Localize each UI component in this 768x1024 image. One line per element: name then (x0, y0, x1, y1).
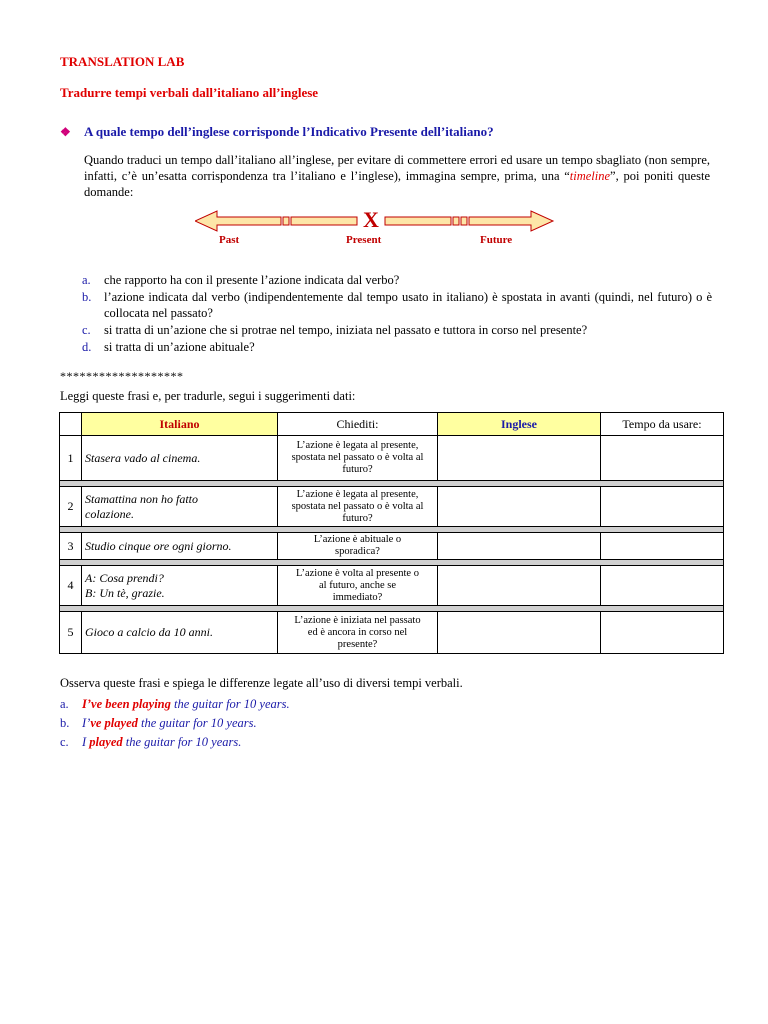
chiediti-line: al futuro, anche se (319, 579, 396, 591)
chiediti-line: spostata nel passato o è volta al (291, 500, 424, 512)
tempo-answer-cell[interactable] (601, 487, 724, 527)
tempo-answer-cell[interactable] (601, 533, 724, 560)
table-header-italiano: Italiano (82, 413, 278, 436)
chiediti-line: futuro? (342, 512, 373, 524)
list-letter: b. (82, 290, 92, 304)
page-subtitle: Tradurre tempi verbali dall’italiano all’inglese (60, 85, 319, 100)
italian-cell (82, 612, 278, 654)
table-header-chiediti: Chiediti: (278, 413, 438, 436)
chiediti-cell (278, 487, 438, 527)
timeline-present-marker-icon: X (363, 207, 379, 232)
italian-cell (82, 436, 278, 481)
timeline-diagram (195, 207, 555, 255)
chiediti-cell (278, 533, 438, 560)
timeline-label-past: Past (219, 234, 240, 246)
chiediti-cell (278, 612, 438, 654)
chiediti-line: L’azione è iniziata nel passato (294, 614, 421, 626)
italian-cell (82, 487, 278, 527)
list-item (80, 289, 712, 321)
chiediti-line: futuro? (342, 464, 373, 475)
list-text: si tratta di un’azione abituale? (104, 340, 255, 354)
example-letter: b. (60, 716, 70, 730)
question-text: A quale tempo dell’inglese corrisponde l’Indicativo Presente dell’italiano? (84, 124, 494, 139)
chiediti-line: L’azione è abituale o (313, 534, 402, 545)
example-rest: the guitar for 10 years. (137, 716, 257, 730)
list-item (80, 322, 712, 338)
example-verb: I’ve been playing (82, 697, 171, 711)
section-question (60, 124, 494, 140)
chiediti-line: sporadica? (335, 546, 380, 557)
row-number: 3 (60, 533, 82, 560)
row-number: 5 (60, 612, 82, 654)
italian-text: Studio cinque ore ogni giorno. (85, 538, 232, 553)
example-verb: played (89, 735, 123, 749)
list-text: l’azione indicata dal verbo (indipendentemente dal tempo usato in italiano) è spostata in avanti (quindi, nel futuro) o è collocata nel passato? (104, 290, 712, 320)
intro-text-1: Quando traduci un tempo dall’italiano all’inglese, per evitare di commettere errori ed usare un tempo sbagliato (non sempre, infatti, c’è un’esatta corrispondenza tra l’italiano e l’inglese), immagina sempre, prima, una “ (84, 153, 710, 183)
diamond-bullet-icon: ❖ (60, 125, 71, 139)
italian-cell (82, 566, 278, 606)
timeline-right-arrow-icon (469, 211, 553, 231)
chiediti-line: spostata nel passato o è volta al (291, 452, 424, 463)
chiediti-line: L’azione è legata al presente, (296, 488, 419, 500)
list-letter: d. (82, 340, 92, 354)
list-text: si tratta di un’azione che si protrae nel tempo, iniziata nel passato e tuttora in corso nel presente? (104, 323, 588, 337)
inglese-answer-cell[interactable] (438, 436, 601, 481)
row-number: 4 (60, 566, 82, 606)
example-verb: ve played (90, 716, 138, 730)
list-letter: c. (82, 323, 91, 337)
inglese-answer-cell[interactable] (438, 487, 601, 527)
table-header-num (60, 413, 82, 436)
example-sentence-b (60, 716, 257, 731)
example-letter: a. (60, 697, 69, 711)
chiediti-line: L’azione è volta al presente o (296, 567, 419, 579)
instructions-text: Leggi queste frasi e, per tradurle, segui i suggerimenti dati: (60, 389, 356, 403)
example-pre: I’ (82, 716, 91, 730)
table-row (60, 436, 724, 481)
italian-text: Stasera vado al cinema. (85, 450, 201, 465)
chiediti-line: ed è ancora in corso nel (307, 626, 408, 638)
table-header-inglese: Inglese (438, 413, 601, 436)
table-row (60, 612, 724, 654)
row-number: 1 (60, 436, 82, 481)
list-item (80, 339, 712, 355)
row-number: 2 (60, 487, 82, 527)
observe-instructions: Osserva queste frasi e spiega le differenze legate all’uso di diversi tempi verbali. (60, 676, 463, 690)
intro-timeline-word: timeline (569, 169, 611, 183)
chiediti-cell (278, 436, 438, 481)
intro-paragraph (84, 152, 710, 200)
example-rest: the guitar for 10 years. (170, 697, 290, 711)
chiediti-line: L’azione è legata al presente, (296, 440, 419, 451)
chiediti-line: presente? (337, 638, 378, 650)
table-header-row (60, 413, 724, 436)
chiediti-line: immediato? (332, 591, 383, 603)
inglese-answer-cell[interactable] (438, 533, 601, 560)
list-text: che rapporto ha con il presente l’azione indicata dal verbo? (104, 273, 400, 287)
question-list (80, 272, 712, 356)
timeline-label-future: Future (480, 234, 513, 246)
italian-text: B: Un tè, grazie. (85, 585, 165, 600)
inglese-answer-cell[interactable] (438, 612, 601, 654)
table-row (60, 566, 724, 606)
italian-cell (82, 533, 278, 560)
table-row (60, 487, 724, 527)
italian-text: A: Cosa prendi? (85, 570, 164, 585)
example-rest: the guitar for 10 years. (122, 735, 242, 749)
example-pre: I (82, 735, 90, 749)
inglese-answer-cell[interactable] (438, 566, 601, 606)
timeline-label-present: Present (346, 234, 382, 246)
italian-text: colazione. (85, 506, 134, 521)
italian-text: Stamattina non ho fatto (85, 491, 199, 506)
timeline-left-arrow-icon (195, 211, 281, 231)
italian-text: Gioco a calcio da 10 anni. (85, 625, 213, 639)
page-title: TRANSLATION LAB (60, 54, 185, 69)
tempo-answer-cell[interactable] (601, 436, 724, 481)
chiediti-cell (278, 566, 438, 606)
translation-table (59, 412, 724, 654)
list-letter: a. (82, 273, 91, 287)
tempo-answer-cell[interactable] (601, 566, 724, 606)
example-sentence-c (60, 735, 241, 750)
tempo-answer-cell[interactable] (601, 612, 724, 654)
stars-divider: ******************* (60, 369, 184, 383)
example-sentence-a (60, 697, 290, 712)
table-row (60, 533, 724, 560)
table-header-tempo: Tempo da usare: (601, 413, 724, 436)
intro-text-2: ”, poi poniti queste domande: (84, 169, 710, 199)
list-item (80, 272, 712, 288)
example-letter: c. (60, 735, 69, 749)
